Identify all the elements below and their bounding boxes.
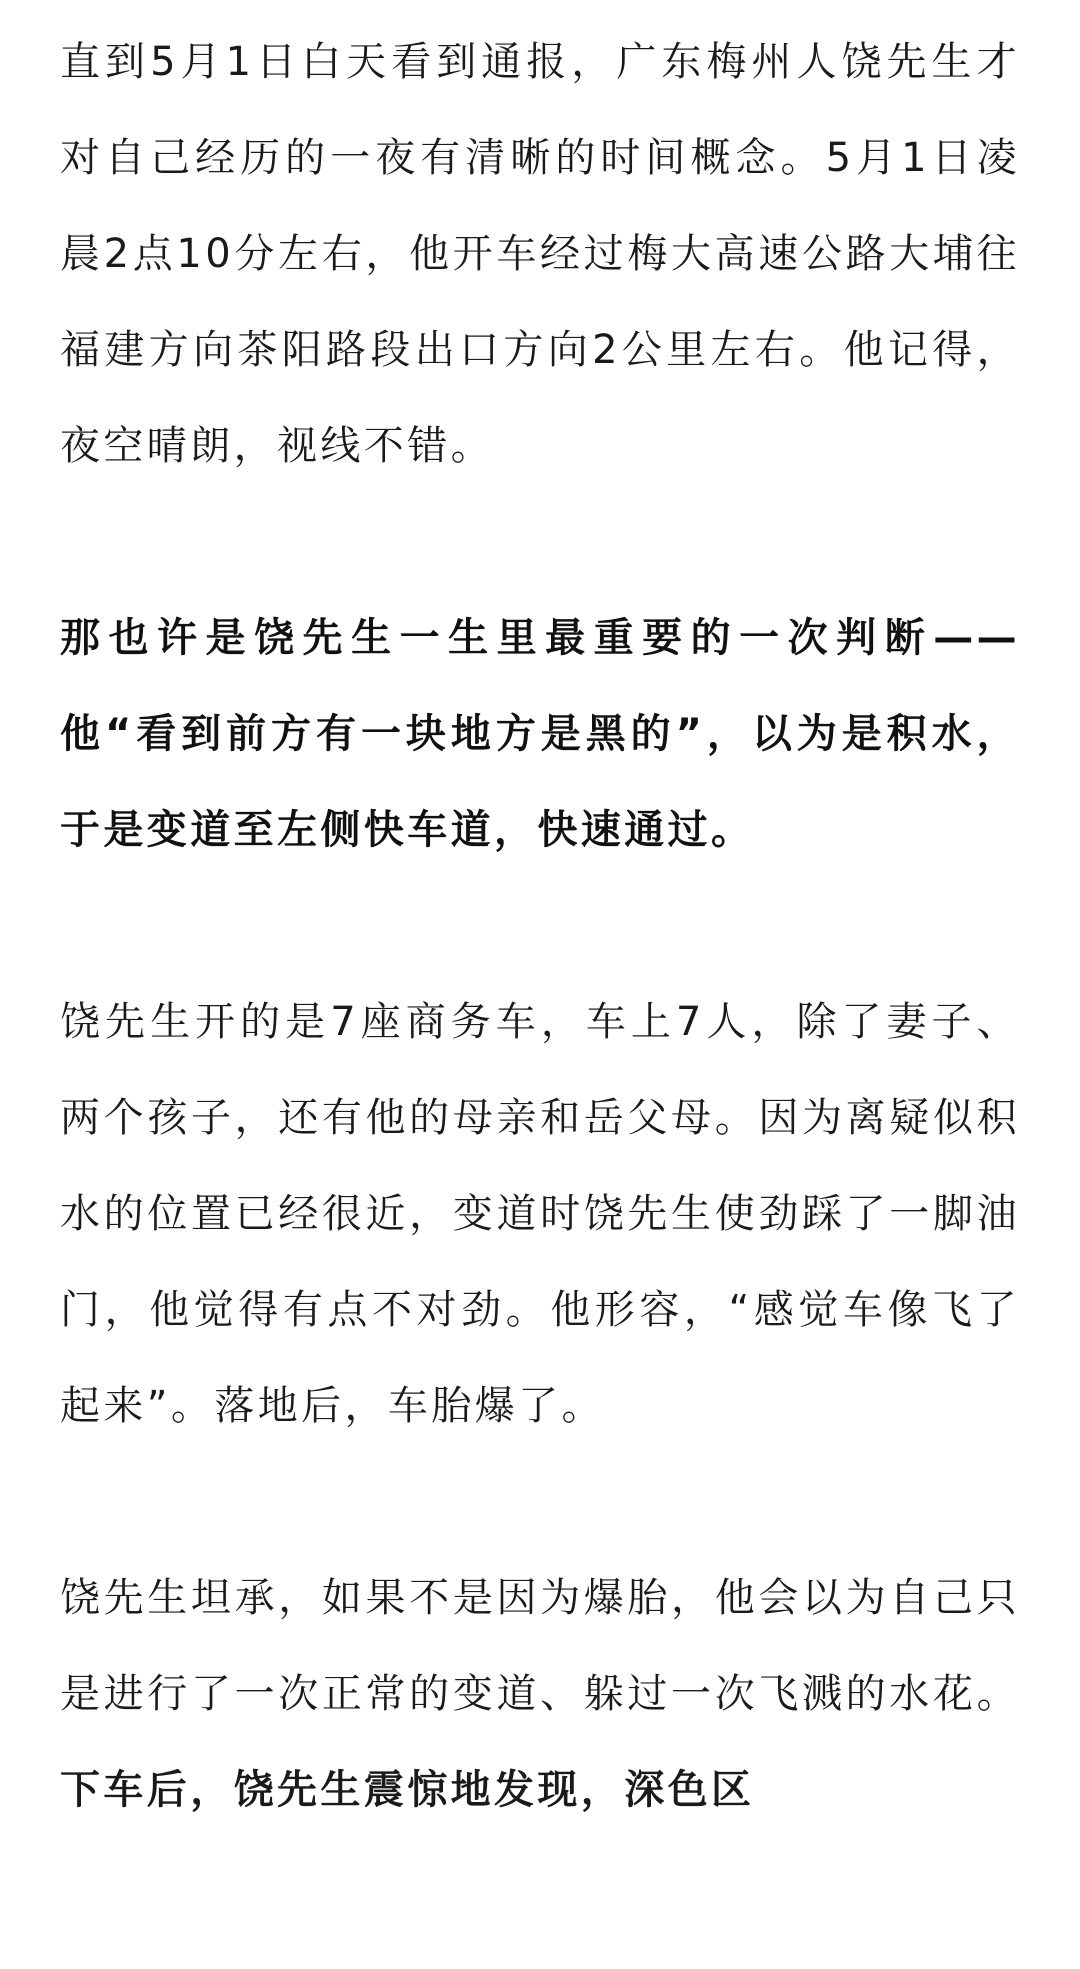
paragraph-vehicle: 饶先生开的是7座商务车，车上7人，除了妻子、两个孩子，还有他的母亲和岳父母。因为离疑似积水的位置已经很近，变道时饶先生使劲踩了一脚油门，他觉得有点不对劲。他形容，“感觉车像飞了起来”。落地后，车胎爆了。: [60, 999, 1020, 1429]
paragraph-spacer: [60, 878, 1020, 974]
paragraph-discovery-bold: 下车后，饶先生震惊地发现，深色区: [60, 1767, 755, 1813]
paragraph-discovery: [60, 1550, 1020, 1838]
article-body: [60, 14, 1020, 1838]
paragraph-judgment-bold: 那也许是饶先生一生里最重要的一次判断——他“看到前方有一块地方是黑的”，以为是积水，于是变道至左侧快车道，快速通过。: [60, 615, 1020, 853]
paragraph-spacer: [60, 494, 1020, 590]
paragraph-spacer: [60, 1454, 1020, 1550]
paragraph-intro: 直到5月1日白天看到通报，广东梅州人饶先生才对自己经历的一夜有清晰的时间概念。5月1日凌晨2点10分左右，他开车经过梅大高速公路大埔往福建方向茶阳路段出口方向2公里左右。他记得，夜空晴朗，视线不错。: [60, 39, 1020, 469]
paragraph-discovery-plain: 饶先生坦承，如果不是因为爆胎，他会以为自己只是进行了一次正常的变道、躲过一次飞溅的水花。: [60, 1575, 1020, 1717]
